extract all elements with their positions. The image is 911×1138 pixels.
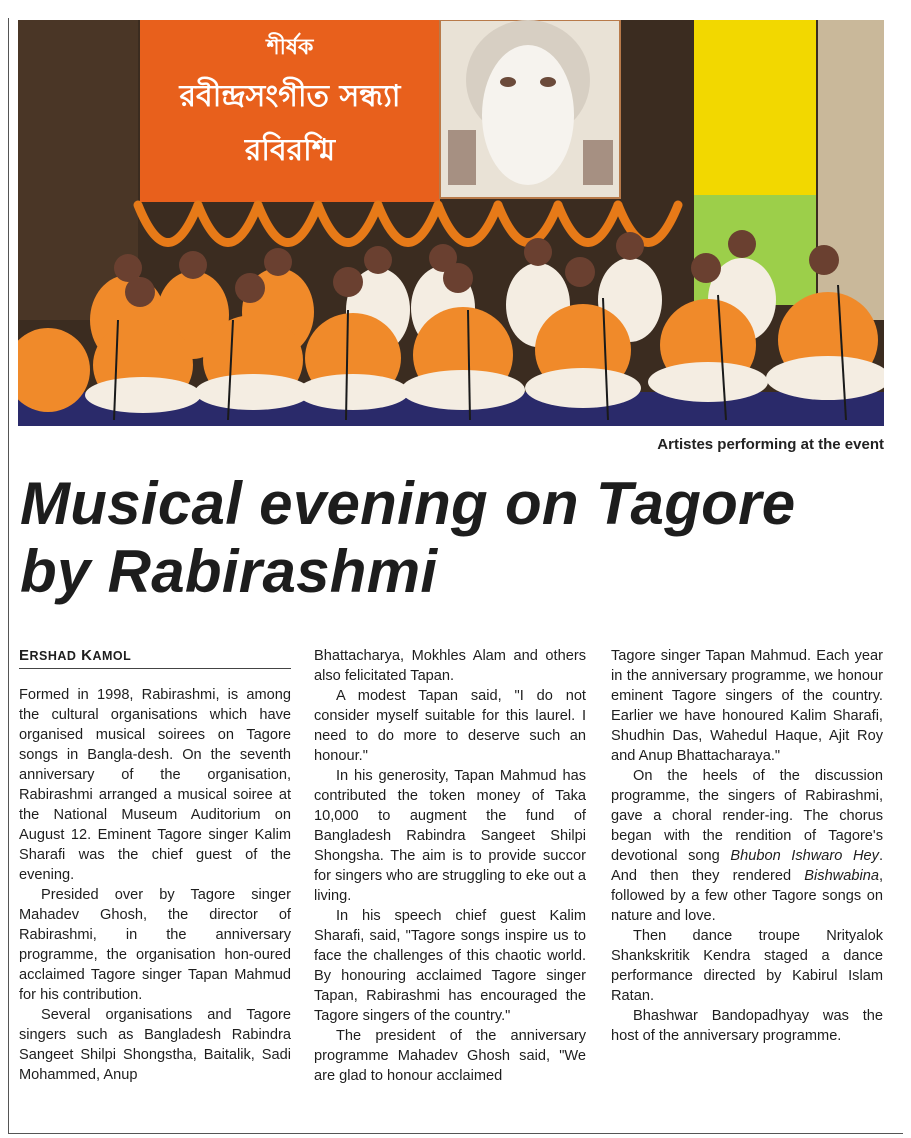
article-column-2 [314,646,586,1086]
yellow-panel [694,20,816,195]
paragraph-text: . And then they rendered [611,848,883,884]
paragraph [611,766,883,926]
byline [19,647,131,664]
song-title: Bhubon Ishwaro Hey [730,848,879,864]
paragraph: Formed in 1998, Rabirashmi, is among the cultural organisations which have organised musical soirees on Tagore songs in Bangla-desh. On the seventh anniversary of the organisation, Rabirashmi arranged a musical soiree at the National Museum Auditorium on August 12. Eminent Tagore singer Kalim Sharafi was the chief guest of the evening. [19,687,291,883]
article-column-1 [19,646,291,1085]
banner-line-2: রবীন্দ্রসংগীত সন্ধ্যা [179,79,401,114]
byline-initial-last: K [81,647,93,664]
paragraph-text: , followed by a few other Tagore songs on nature and love. [611,868,883,924]
paragraph-text: On the heels of the discussion programme, the singers of Rabirashmi, gave a choral render-ing. The chorus began with the rendition of Tagore's devotional song [611,768,883,864]
banner-line-1: শীর্ষক [266,35,314,60]
headline-line-1: Musical evening on Tagore [20,470,796,537]
left-column-rule [8,18,9,1133]
paragraph: A modest Tapan said, "I do not consider myself suitable for this laurel. I need to do more to deserve such an honour." [314,688,586,764]
paragraph: The president of the anniversary programme Mahadev Ghosh said, "We are glad to honour acclaimed [314,1028,586,1084]
paragraph: Presided over by Tagore singer Mahadev Ghosh, the director of Rabirashmi, in the anniversary programme, the organisation hon-oured acclaimed Tagore singer Tapan Mahmud for his contribution. [19,887,291,1003]
headline-line-2: by Rabirashmi [20,538,438,605]
byline-rule [19,646,291,669]
bottom-rule [8,1133,903,1134]
song-title: Bishwabina [804,868,879,884]
stage-illustration [18,20,884,426]
paragraph: In his speech chief guest Kalim Sharafi, said, "Tagore songs inspire us to face the challenges of this chaotic world. By honouring acclaimed Tagore singer Tapan, Rabirashmi has encouraged the Tagore singers of the country." [314,908,586,1024]
paragraph: Bhashwar Bandopadhyay was the host of the anniversary programme. [611,1008,883,1044]
byline-first-rest: RSHAD [29,649,77,663]
article-column-3 [611,646,883,1046]
byline-initial-first: E [19,647,30,664]
banner-line-3: রবিরশ্মি [244,133,336,168]
paragraph: Bhattacharya, Mokhles Alam and others also felicitated Tapan. [314,648,586,684]
headline [20,470,900,606]
paragraph: Several organisations and Tagore singers such as Bangladesh Rabindra Sangeet Shilpi Shongstha, Baitalik, Sadi Mohammed, Anup [19,1007,291,1083]
paragraph: Tagore singer Tapan Mahmud. Each year in the anniversary programme, we honour eminent Tagore singers of the country. Earlier we have honoured Kalim Sharafi, Shudhin Das, Wahedul Haque, Ajit Roy and Anup Bhattacharaya." [611,648,883,764]
paragraph: Then dance troupe Nrityalok Shankskritik Kendra staged a dance performance directed by Kabirul Islam Ratan. [611,928,883,1004]
paragraph: In his generosity, Tapan Mahmud has contributed the token money of Taka 10,000 to augment the fund of Bangladesh Rabindra Sangeet Shilpi Shongsha. The aim is to provide succor for singers who are struggling to eke out a living. [314,768,586,904]
event-photo [18,20,884,426]
photo-caption: Artistes performing at the event [657,436,884,453]
byline-last-rest: AMOL [92,649,132,663]
